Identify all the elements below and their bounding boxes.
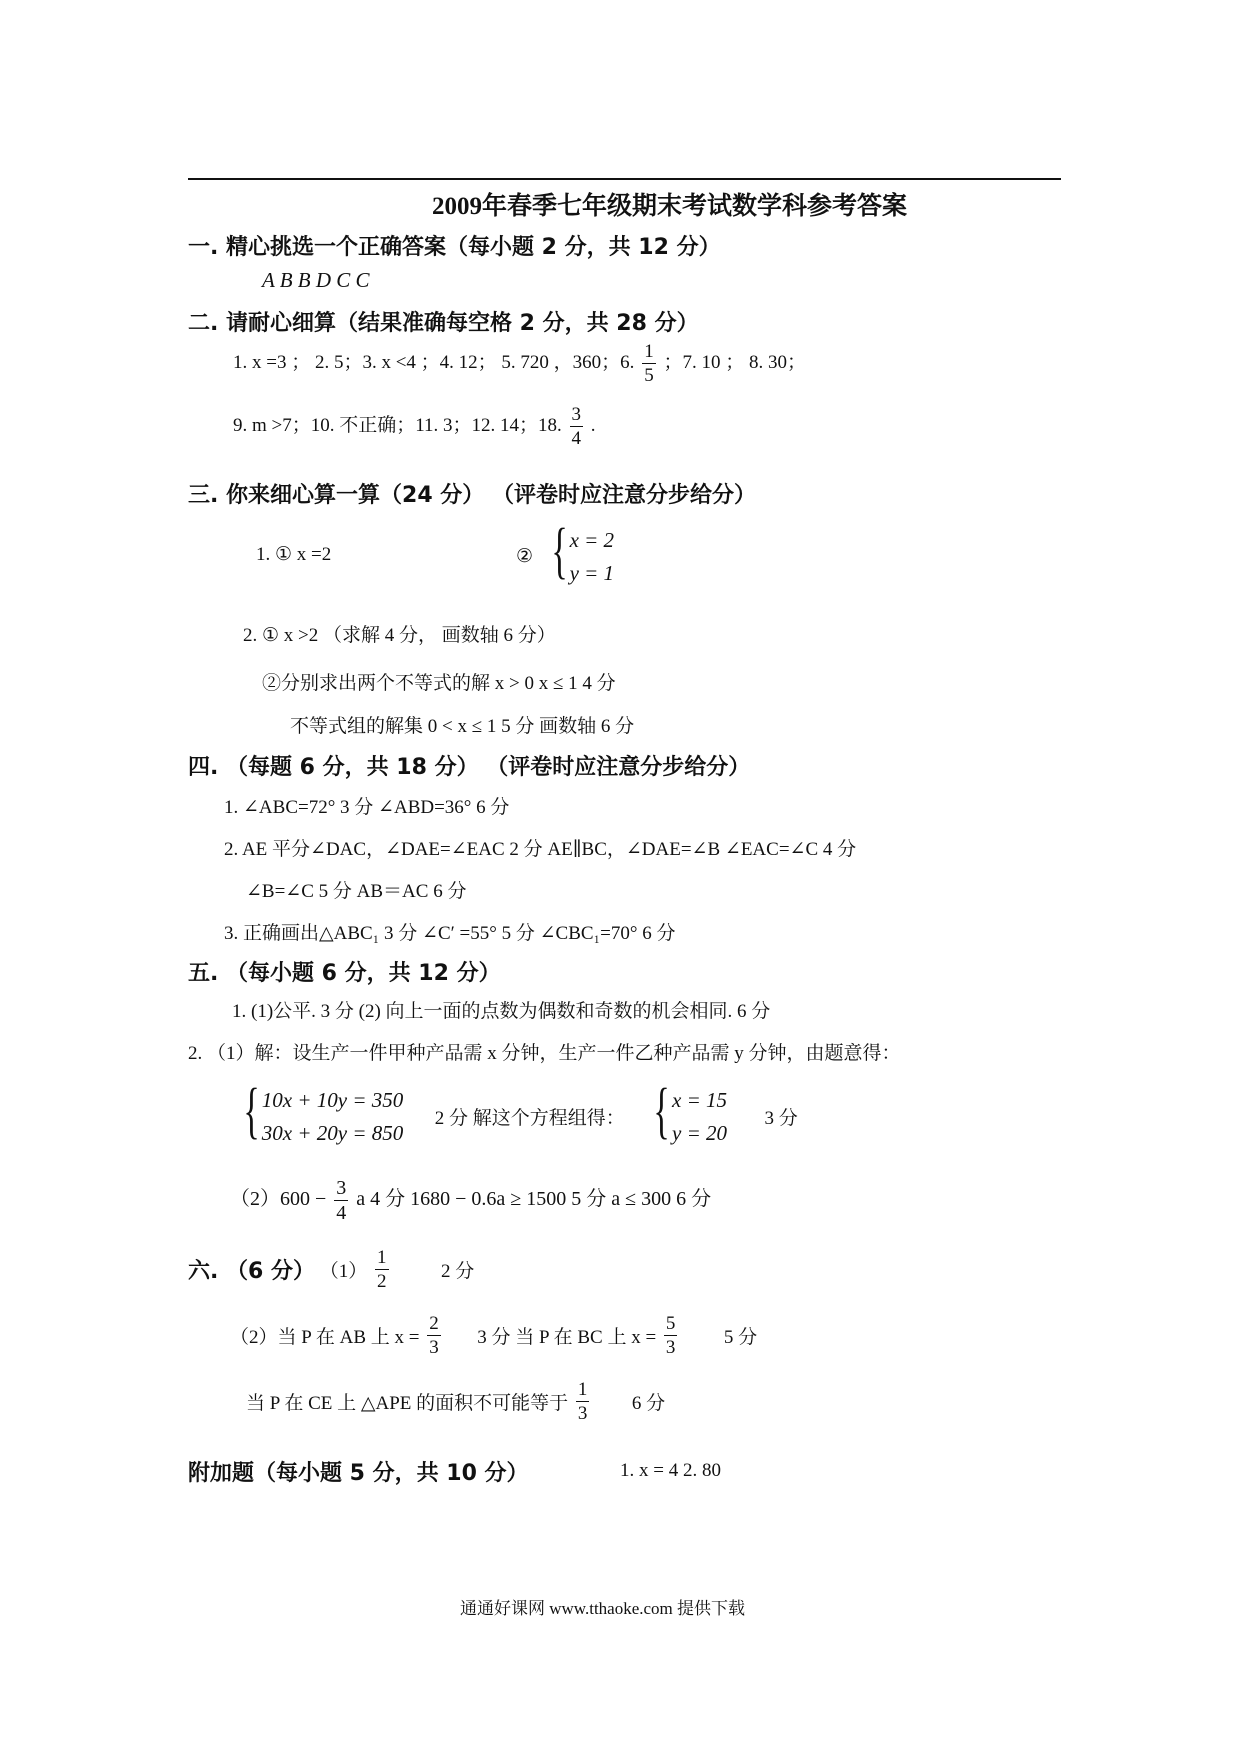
section-5-heading: 五. （每小题 6 分，共 12 分） <box>188 961 501 986</box>
circled-two: ② <box>516 546 534 568</box>
section-2-line-1-text-b: ；7. 10 ； 8. 30； <box>663 351 806 373</box>
section-3-q2-line-1: 2. ① x >2 （求解 4 分， 画数轴 6 分） <box>243 625 556 646</box>
section-6-line-3 <box>246 1380 665 1423</box>
section-5-line-4-text-b: a 4 分 1680 − 0.6a ≥ 1500 5 分 a ≤ 300 6 分 <box>356 1188 712 1211</box>
section-3-heading: 三. 你来细心算一算（24 分） （评卷时应注意分步给分） <box>188 483 756 508</box>
section-2-line-2 <box>233 405 596 448</box>
section-5-line-1: 1. (1)公平. 3 分 (2) 向上一面的点数为偶数和奇数的机会相同. 6 分 <box>232 1001 771 1022</box>
section-5-equations <box>230 1077 798 1149</box>
section-6-line-1 <box>188 1248 474 1291</box>
equation-system-2 <box>230 1077 404 1149</box>
section-1-heading: 一. 精心挑选一个正确答案（每小题 2 分，共 12 分） <box>188 235 721 260</box>
section-6-line-2-text-c: 5 分 <box>723 1327 758 1348</box>
section-2-line-1 <box>233 342 806 385</box>
section-3-q2-line-2: ②分别求出两个不等式的解 x > 0 x ≤ 1 4 分 <box>262 673 616 694</box>
section-6-line-3-text-b: 6 分 <box>631 1393 666 1414</box>
section-3-q2-line-3: 不等式组的解集 0 < x ≤ 1 5 分 画数轴 6 分 <box>290 716 635 737</box>
section-2-line-2-text-b: . <box>590 414 596 436</box>
fraction-one-third: $\frac{1}{3}$ <box>577 1379 588 1424</box>
section-4-line-2: 2. AE 平分∠DAC，∠DAE=∠EAC 2 分 AE∥BC，∠DAE=∠B ∠EAC=∠C 4 分 <box>224 839 857 860</box>
page-footer: 通通好课网 www.tthaoke.com 提供下载 <box>460 1599 746 1618</box>
section-6-line-3-text-a: 当 P 在 CE 上 △APE 的面积不可能等于 <box>246 1393 569 1414</box>
system-3-score: 3 分 <box>764 1108 798 1130</box>
system-2-row-1: 10x + 10y = 350 <box>261 1088 404 1112</box>
section-5-line-2: 2. （1）解：设生产一件甲种产品需 x 分钟，生产一件乙种产品需 y 分钟，由题意得： <box>188 1043 901 1064</box>
fraction-three-quarters: $\frac{3}{4}$ <box>571 404 582 449</box>
bonus-answers: 1. x = 4 2. 80 <box>620 1460 721 1481</box>
left-brace: { <box>551 517 568 585</box>
section-1-answers: A B B D C C <box>262 268 370 292</box>
equation-system-1 <box>538 517 615 589</box>
section-3-q1-part-2 <box>516 517 615 589</box>
left-brace: { <box>653 1077 671 1145</box>
system-2-row-2: 30x + 20y = 850 <box>261 1120 404 1145</box>
system-1-row-1: x = 2 <box>569 528 615 552</box>
section-6-line-2 <box>230 1314 757 1357</box>
section-2-line-2-text-a: 9. m >7；10. 不正确；11. 3；12. 14；18. <box>233 414 562 436</box>
fraction-one-fifth: $\frac{1}{5}$ <box>644 341 654 386</box>
left-brace: { <box>243 1077 260 1145</box>
section-4-line-1: 1. ∠ABC=72° 3 分 ∠ABD=36° 6 分 <box>224 797 510 818</box>
system-3-row-1: x = 15 <box>672 1088 728 1112</box>
fraction-three-quarters: $\frac{3}{4}$ <box>336 1177 347 1224</box>
bonus-heading: 附加题（每小题 5 分，共 10 分） <box>188 1461 529 1486</box>
section-5-line-4-text-a: （2）600 − <box>230 1188 327 1211</box>
equation-system-3 <box>640 1077 728 1149</box>
fraction-five-thirds: $\frac{5}{3}$ <box>665 1313 676 1358</box>
section-3-q1-part-1: 1. ① x =2 <box>256 544 332 565</box>
section-6-heading: 六. （6 分） <box>188 1259 315 1284</box>
top-rule <box>188 178 1061 180</box>
section-5-line-4 <box>230 1178 711 1223</box>
page-title: 2009年春季七年级期末考试数学科参考答案 <box>432 193 908 220</box>
section-4-heading: 四. （每题 6 分，共 18 分） （评卷时应注意分步给分） <box>188 755 751 780</box>
section-2-heading: 二. 请耐心细算（结果准确每空格 2 分，共 28 分） <box>188 311 699 336</box>
section-6-line-1-text-a: （1） <box>319 1261 368 1282</box>
system-3-row-2: y = 20 <box>672 1120 728 1145</box>
section-2-line-1-text-a: 1. x =3 ； 2. 5；3. x <4 ；4. 12； 5. 720 ，360；6. <box>233 351 635 373</box>
fraction-two-thirds: $\frac{2}{3}$ <box>429 1313 439 1358</box>
section-6-line-1-text-b: 2 分 <box>441 1261 475 1282</box>
section-4-line-4: 3. 正确画出△ABC₁ 3 分 ∠C′ =55° 5 分 ∠CBC₁=70° 6 分 <box>224 923 676 944</box>
section-4-line-3: ∠B=∠C 5 分 AB＝AC 6 分 <box>246 881 467 902</box>
fraction-one-half: $\frac{1}{2}$ <box>377 1247 387 1292</box>
system-1-row-2: y = 1 <box>569 560 615 585</box>
section-6-line-2-text-a: （2）当 P 在 AB 上 x = <box>230 1327 420 1348</box>
section-6-line-2-text-b: 3 分 当 P 在 BC 上 x = <box>477 1327 657 1348</box>
system-2-score: 2 分 解这个方程组得： <box>434 1108 625 1130</box>
